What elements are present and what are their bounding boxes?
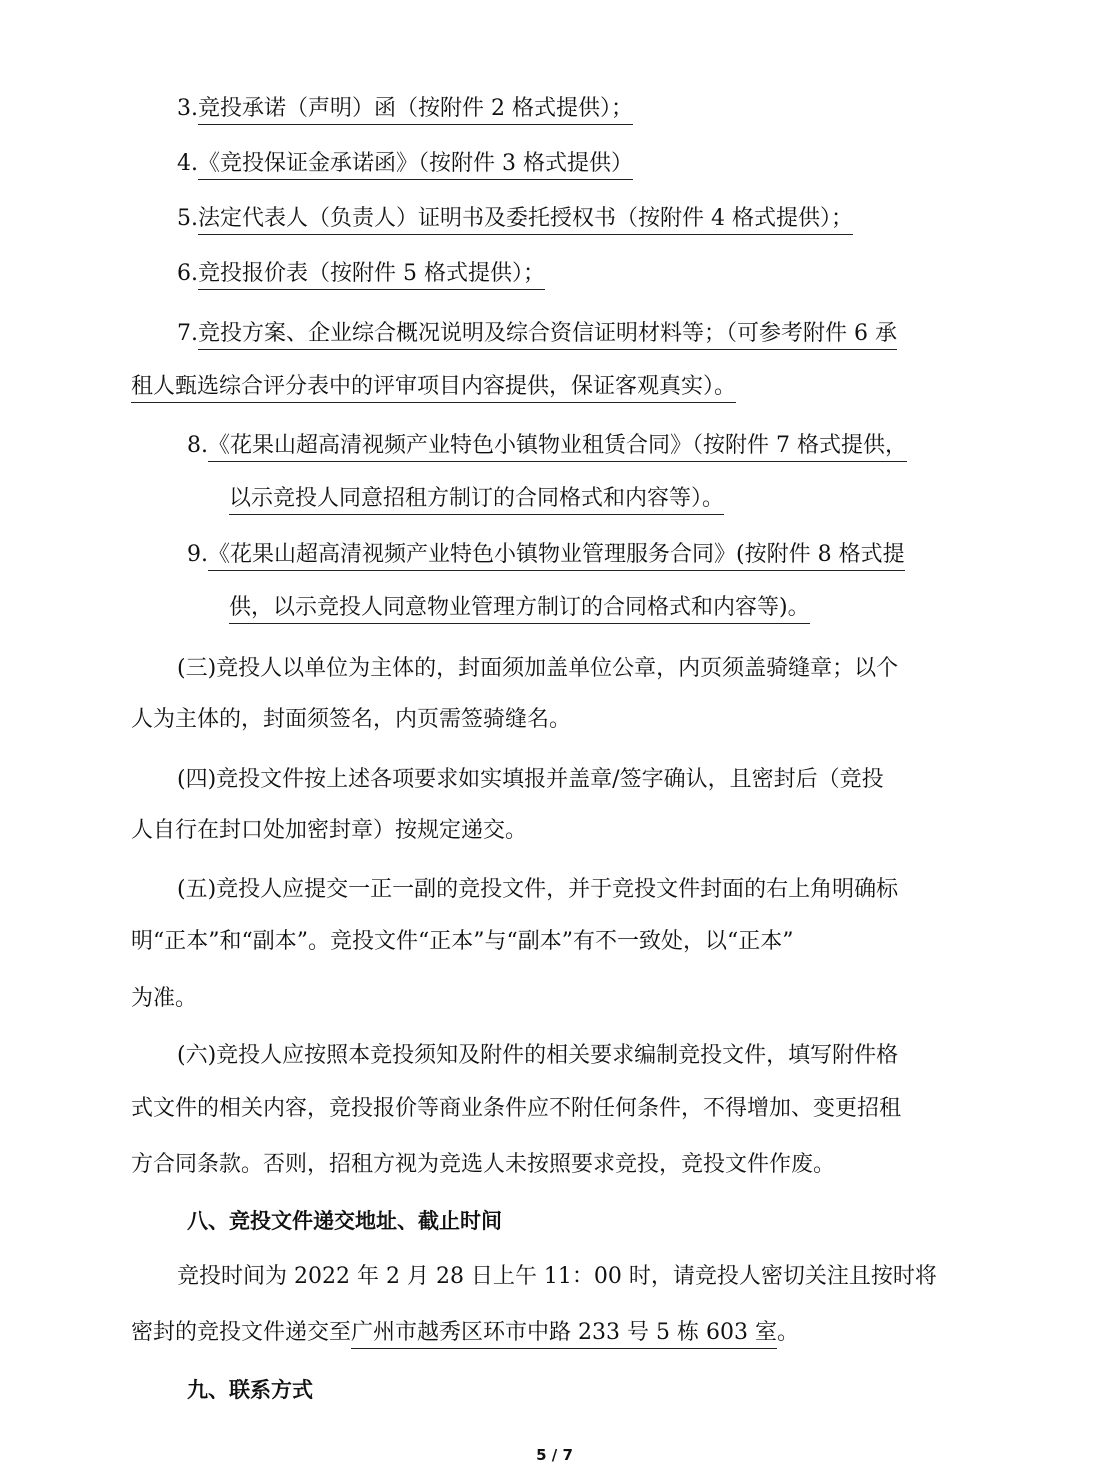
item-text: 《竞投保证金承诺函》（按附件 3 格式提供） <box>198 151 633 180</box>
paragraph-6-line-2: 式文件的相关内容，竞投报价等商业条件应不附任何条件，不得增加、变更招租 <box>131 1096 902 1121</box>
section-8-heading: 八、竞投文件递交地址、截止时间 <box>187 1209 502 1233</box>
section-8-line-1: 竞投时间为 2022 年 2 月 28 日上午 11：00 时，请竞投人密切关注且按时将 <box>177 1264 937 1289</box>
page-number: 5 / 7 <box>536 1446 573 1464</box>
submission-address: 广州市越秀区环市中路 233 号 5 栋 603 室 <box>351 1320 777 1349</box>
item-9-line-2 <box>229 593 810 623</box>
item-5 <box>177 204 853 234</box>
paragraph-5-line-3: 为准。 <box>131 986 198 1011</box>
item-text: 以示竞投人同意招租方制订的合同格式和内容等）。 <box>229 486 724 515</box>
section-9-heading: 九、联系方式 <box>187 1378 313 1402</box>
item-7-line-2 <box>131 372 736 402</box>
paragraph-4-line-1: (四)竞投文件按上述各项要求如实填报并盖章/签字确认，且密封后（竞投 <box>177 767 884 792</box>
item-text: 竞投方案、企业综合概况说明及综合资信证明材料等；（可参考附件 6 承 <box>198 321 897 350</box>
item-text: 竞投报价表（按附件 5 格式提供）； <box>198 261 545 290</box>
item-number: 9. <box>187 542 208 567</box>
item-7-line-1 <box>177 319 897 349</box>
item-9-line-1 <box>187 540 905 570</box>
item-number: 6. <box>177 261 198 286</box>
item-text: 《花果山超高清视频产业特色小镇物业租赁合同》（按附件 7 格式提供， <box>208 433 907 462</box>
item-text: 供，以示竞投人同意物业管理方制订的合同格式和内容等)。 <box>229 595 810 624</box>
paragraph-6-line-3: 方合同条款。否则，招租方视为竞选人未按照要求竞投，竞投文件作废。 <box>131 1152 836 1177</box>
item-3 <box>177 94 633 124</box>
item-4 <box>177 149 633 179</box>
item-text: 竞投承诺（声明）函（按附件 2 格式提供）； <box>198 96 633 125</box>
paragraph-5-line-2: 明“正本”和“副本”。竞投文件“正本”与“副本”有不一致处，以“正本” <box>131 929 794 954</box>
item-text: 法定代表人（负责人）证明书及委托授权书（按附件 4 格式提供）； <box>198 206 853 235</box>
paragraph-5-line-1: (五)竞投人应提交一正一副的竞投文件，并于竞投文件封面的右上角明确标 <box>177 877 899 902</box>
paragraph-4-line-2: 人自行在封口处加密封章）按规定递交。 <box>131 818 528 843</box>
section-8-suffix: 。 <box>776 1320 799 1345</box>
item-text: 租人甄选综合评分表中的评审项目内容提供，保证客观真实）。 <box>131 374 736 403</box>
item-number: 3. <box>177 96 198 121</box>
item-number: 5. <box>177 206 198 231</box>
item-6 <box>177 259 545 289</box>
item-8-line-2 <box>229 484 724 514</box>
paragraph-3-line-1: (三)竞投人以单位为主体的，封面须加盖单位公章，内页须盖骑缝章；以个 <box>177 656 899 681</box>
item-number: 4. <box>177 151 198 176</box>
item-text: 《花果山超高清视频产业特色小镇物业管理服务合同》(按附件 8 格式提 <box>208 542 905 571</box>
section-8-line-2 <box>131 1318 799 1348</box>
paragraph-6-line-1: (六)竞投人应按照本竞投须知及附件的相关要求编制竞投文件，填写附件格 <box>177 1043 899 1068</box>
paragraph-3-line-2: 人为主体的，封面须签名，内页需签骑缝名。 <box>131 707 572 732</box>
item-number: 8. <box>187 433 208 458</box>
section-8-prefix: 密封的竞投文件递交至 <box>131 1320 352 1345</box>
item-number: 7. <box>177 321 198 346</box>
item-8-line-1 <box>187 431 907 461</box>
